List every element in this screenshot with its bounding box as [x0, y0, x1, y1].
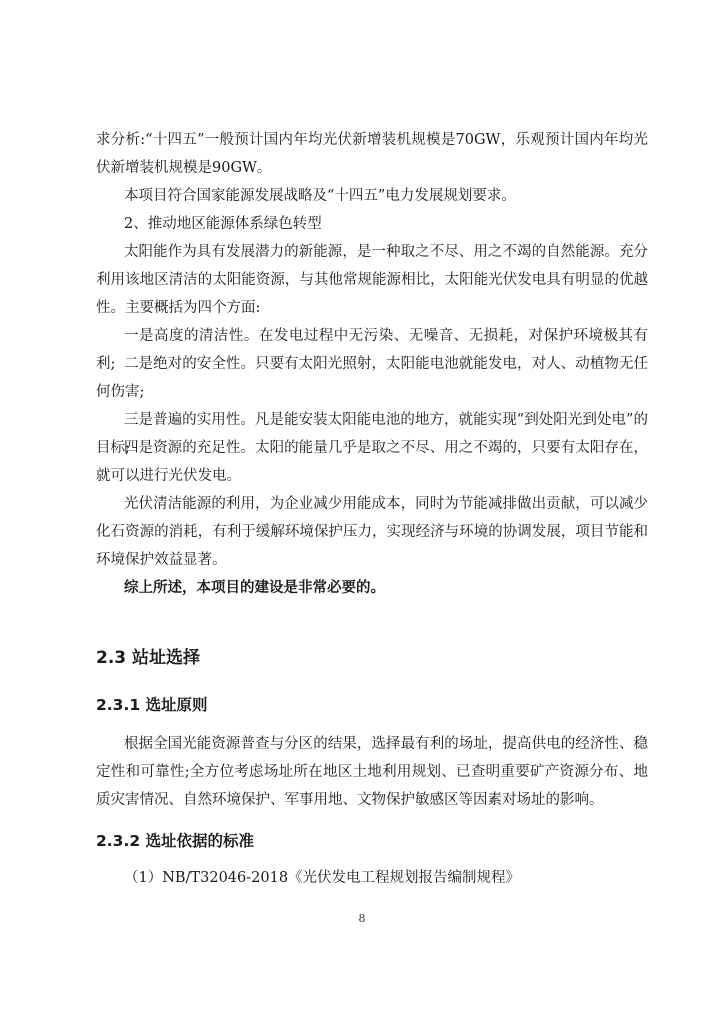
paragraph-solar-intro: 太阳能作为具有发展潜力的新能源，是一种取之不尽、用之不竭的自然能源。充分利用该地区清洁的太阳能资源，与其他常规能源相比，太阳能光伏发电具有明显的优越性。主要概括为四个方面: — [96, 244, 648, 316]
paragraph-point-practical: 三是普遍的实用性。凡是能安装太阳能电池的地方，就能实现“到处阳光到处电”的目标; — [96, 412, 648, 456]
section-heading-2-3-2: 2.3.2 选址依据的标准 — [96, 832, 255, 850]
paragraph-subheading-transition: 2、推动地区能源体系绿色转型 — [124, 216, 322, 232]
paragraph-site-principles: 根据全国光能资源普查与分区的结果，选择最有利的场址，提高供电的经济性、稳定性和可靠性;全方位考虑场址所在地区土地利用规划、已查明重要矿产资源分布、地质灾害情况、自然环境保护、军事用地、文物保护敏感区等因素对场址的影响。 — [96, 736, 648, 808]
paragraph-point-safe: 二是绝对的安全性。只要有太阳光照射，太阳能电池就能发电，对人、动植物无任何伤害; — [96, 356, 648, 400]
paragraph-benefits: 光伏清洁能源的利用，为企业减少用能成本，同时为节能减排做出贡献，可以减少化石资源的消耗，有利于缓解环境保护压力，实现经济与环境的协调发展，项目节能和环境保护效益显著。 — [96, 496, 648, 568]
paragraph-compliance: 本项目符合国家能源发展战略及“十四五”电力发展规划要求。 — [124, 188, 516, 204]
paragraph-point-abundant: 四是资源的充足性。太阳的能量几乎是取之不尽、用之不竭的，只要有太阳存在，就可以进行光伏发电。 — [96, 440, 648, 484]
page-number: 8 — [358, 912, 366, 925]
section-heading-2-3-1: 2.3.1 选址原则 — [96, 696, 208, 714]
paragraph-point-clean: 一是高度的清洁性。在发电过程中无污染、无噪音、无损耗，对保护环境极其有利; — [96, 328, 648, 372]
standard-list-item: （1）NB/T32046-2018《光伏发电工程规划报告编制规程》 — [124, 870, 521, 886]
section-heading-2-3: 2.3 站址选择 — [96, 648, 201, 668]
paragraph-conclusion: 综上所述，本项目的建设是非常必要的。 — [124, 580, 385, 596]
paragraph-forecast: 求分析:“十四五”一般预计国内年均光伏新增装机规模是70GW，乐观预计国内年均光伏新增装机规模是90GW。 — [96, 132, 648, 176]
